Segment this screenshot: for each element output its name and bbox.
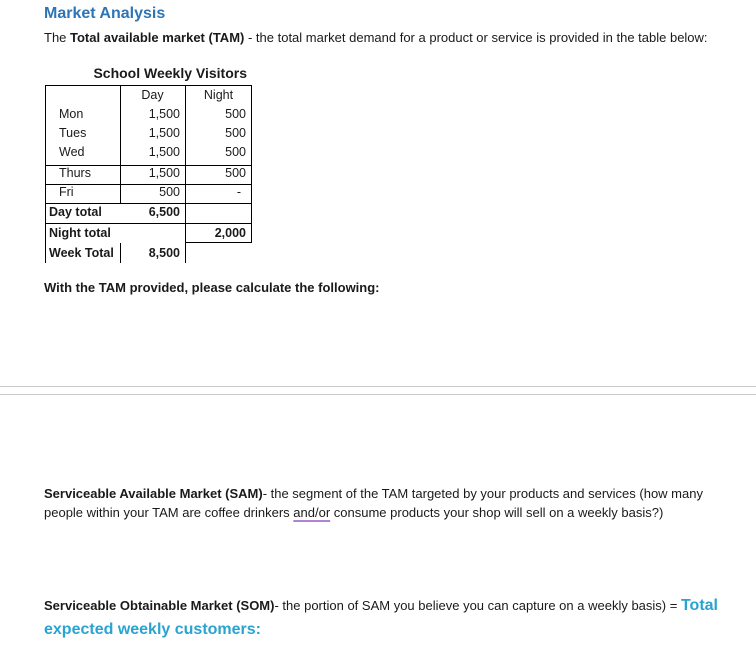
tam-intro — [44, 30, 708, 45]
sam-term: Serviceable Available Market (SAM) — [44, 486, 263, 501]
night-value: - — [236, 185, 241, 199]
night-value: 500 — [225, 107, 246, 121]
night-value: 500 — [225, 166, 246, 180]
page-title: Market Analysis — [44, 5, 166, 22]
divider — [0, 394, 756, 395]
intro-suffix: - the total market demand for a product or service is provided in the table below: — [244, 30, 708, 45]
sam-paragraph — [44, 484, 744, 522]
col-header-night: Night — [203, 88, 234, 102]
row-label: Fri — [59, 185, 74, 199]
day-value: 1,500 — [148, 166, 180, 180]
sam-text-end: consume products your shop will sell on a weekly basis?) — [330, 505, 664, 520]
day-total-label: Day total — [49, 205, 102, 219]
night-total-label: Night total — [49, 226, 111, 240]
night-value: 500 — [225, 126, 246, 140]
intro-prefix: The — [44, 30, 71, 45]
day-value: 1,500 — [148, 107, 180, 121]
instruction-text: With the TAM provided, please calculate the following: — [44, 280, 380, 295]
tam-term: Total available market (TAM) — [70, 30, 245, 45]
sam-text: - the segment of the TAM targeted by your products and services (how many people within your TAM are coffee drinkers — [44, 486, 703, 520]
divider — [0, 386, 756, 387]
total-expected-customers: Total expected weekly customers: — [44, 597, 718, 638]
row-label: Thurs — [59, 166, 91, 180]
night-value: 500 — [225, 145, 246, 159]
som-term: Serviceable Obtainable Market (SOM) — [44, 598, 275, 613]
row-label: Mon — [59, 107, 84, 121]
day-value: 1,500 — [148, 145, 180, 159]
som-text: - the portion of SAM you believe you can capture on a weekly basis) = — [274, 598, 681, 613]
week-total-value: 8,500 — [148, 246, 180, 260]
day-total-value: 6,500 — [148, 205, 180, 219]
row-label: Wed — [59, 145, 85, 159]
table-title: School Weekly Visitors — [93, 65, 247, 81]
som-paragraph — [44, 594, 754, 642]
night-total-value: 2,000 — [214, 226, 246, 240]
col-header-day: Day — [141, 88, 164, 102]
day-value: 500 — [159, 185, 180, 199]
week-total-label: Week Total — [49, 246, 114, 260]
visitors-table — [45, 61, 252, 263]
andor-word: and/or — [293, 505, 331, 520]
day-value: 1,500 — [148, 126, 180, 140]
row-label: Tues — [59, 126, 87, 140]
